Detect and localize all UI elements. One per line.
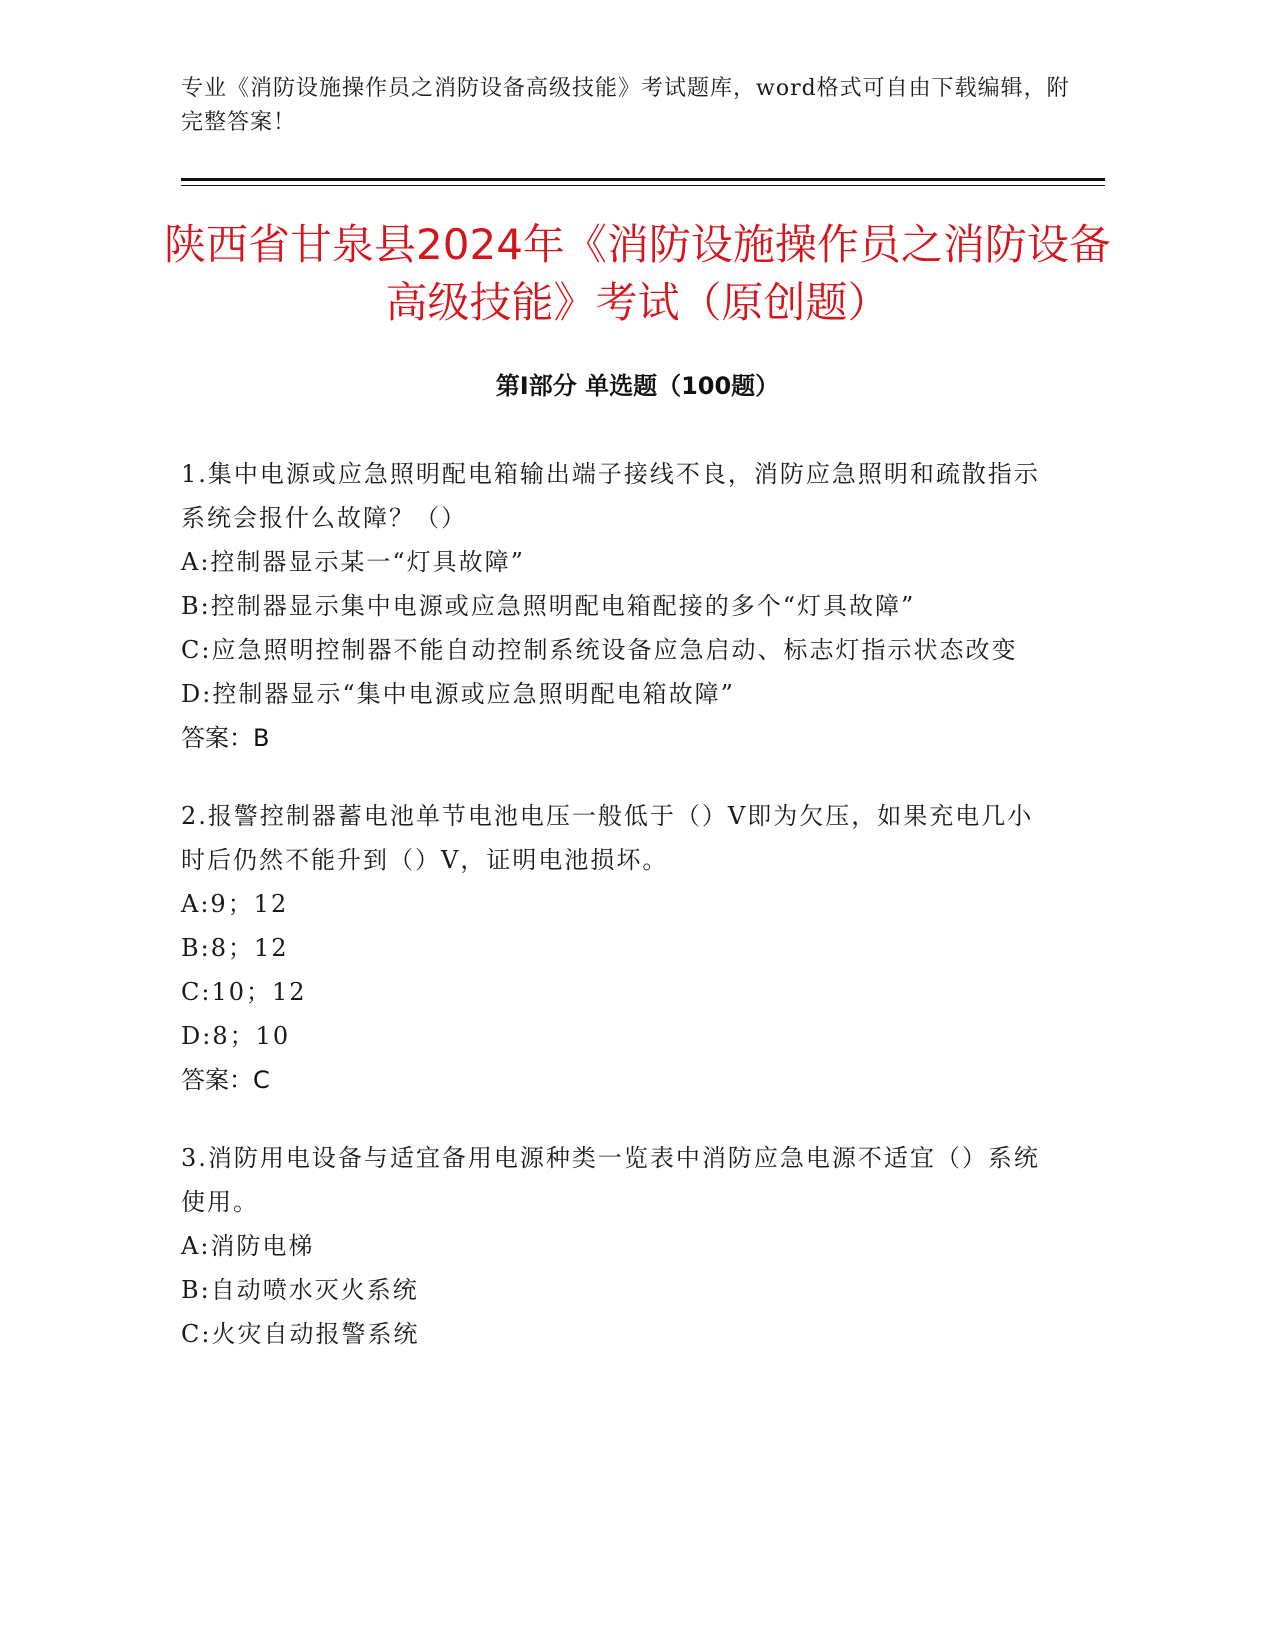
document-title: 陕西省甘泉县2024年《消防设施操作员之消防设备高级技能》考试（原创题）	[164, 220, 1111, 327]
section-title: 第Ⅰ部分 单选题（100题）	[495, 372, 780, 400]
question-stem: 3.消防用电设备与适宜备用电源种类一览表中消防应急电源不适宜（）系统使用。	[181, 1144, 1040, 1216]
header-note: 专业《消防设施操作员之消防设备高级技能》考试题库，word格式可自由下载编辑，附完整答案！	[181, 76, 1070, 135]
option-c: C:10；12	[181, 978, 307, 1006]
header-rule-thin	[181, 185, 1105, 186]
option-d: D:8；10	[181, 1022, 291, 1050]
option-a: A:控制器显示某一“灯具故障”	[181, 548, 525, 576]
option-a: A:消防电梯	[181, 1232, 315, 1260]
question-2	[181, 794, 1051, 1102]
question-stem: 1.集中电源或应急照明配电箱输出端子接线不良，消防应急照明和疏散指示系统会报什么故障？（）	[181, 460, 1040, 532]
question-list	[181, 452, 1051, 1390]
answer: 答案：C	[181, 1066, 270, 1094]
option-b: B:8；12	[181, 934, 289, 962]
header-rule-thick	[181, 178, 1105, 181]
answer: 答案：B	[181, 724, 270, 752]
option-c: C:火灾自动报警系统	[181, 1320, 420, 1348]
question-1	[181, 452, 1051, 760]
option-c: C:应急照明控制器不能自动控制系统设备应急启动、标志灯指示状态改变	[181, 636, 1018, 664]
question-3	[181, 1136, 1051, 1356]
option-d: D:控制器显示“集中电源或应急照明配电箱故障”	[181, 680, 735, 708]
option-a: A:9；12	[181, 890, 289, 918]
option-b: B:控制器显示集中电源或应急照明配电箱配接的多个“灯具故障”	[181, 592, 916, 620]
question-stem: 2.报警控制器蓄电池单节电池电压一般低于（）V即为欠压，如果充电几小时后仍然不能升到（）V，证明电池损坏。	[181, 802, 1034, 874]
option-b: B:自动喷水灭火系统	[181, 1276, 419, 1304]
